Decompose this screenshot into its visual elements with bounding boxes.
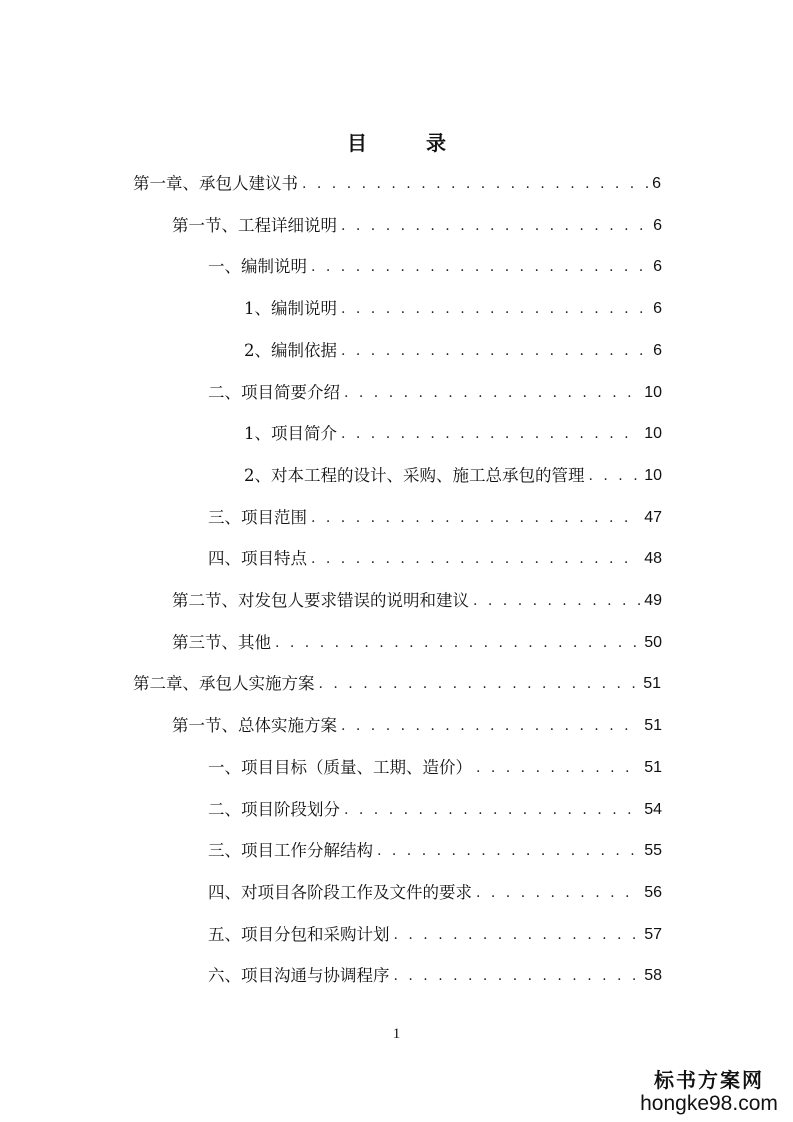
toc-entry-page: 6 <box>652 175 661 192</box>
toc-entry-label: 三、项目工作分解结构 <box>208 841 373 860</box>
toc-entry[interactable] <box>208 755 662 781</box>
toc-entry-label: 2、对本工程的设计、采购、施工总承包的管理 <box>244 466 585 485</box>
toc-entry[interactable] <box>244 338 662 364</box>
toc-dot-leader <box>341 213 649 239</box>
toc-entry[interactable] <box>172 213 662 239</box>
toc-dot-leader <box>275 630 640 656</box>
toc-dot-leader <box>311 505 640 531</box>
toc-entry-label: 二、项目阶段划分 <box>208 800 340 819</box>
toc-dot-leader <box>311 254 649 280</box>
toc-entry[interactable] <box>208 797 662 823</box>
toc-entry[interactable] <box>208 380 662 406</box>
toc-entry[interactable] <box>208 254 662 280</box>
toc-entry-page: 55 <box>644 842 662 859</box>
toc-dot-leader <box>394 963 641 989</box>
page-number: 1 <box>392 1026 401 1042</box>
toc-entry[interactable] <box>244 463 662 489</box>
toc-entry-label: 1、项目简介 <box>244 424 337 443</box>
toc-entry-label: 一、项目目标（质量、工期、造价） <box>208 758 472 777</box>
toc-entry[interactable] <box>133 171 661 197</box>
toc-entry-page: 57 <box>644 926 662 943</box>
toc-dot-leader <box>473 588 640 614</box>
toc-entry-label: 第一章、承包人建议书 <box>133 174 298 193</box>
toc-entry-page: 51 <box>644 717 662 734</box>
toc-entry-page: 50 <box>644 634 662 651</box>
toc-entry-label: 第二章、承包人实施方案 <box>133 674 315 693</box>
toc-entry-page: 47 <box>644 509 662 526</box>
toc-entry-page: 54 <box>644 801 662 818</box>
toc-entry-page: 58 <box>644 967 662 984</box>
toc-entry-label: 第一节、工程详细说明 <box>172 216 337 235</box>
toc-entry-page: 6 <box>653 258 662 275</box>
toc-entry[interactable] <box>208 922 662 948</box>
toc-dot-leader <box>341 296 649 322</box>
toc-dot-leader <box>311 546 640 572</box>
toc-dot-leader <box>377 838 640 864</box>
toc-entry-page: 56 <box>644 884 662 901</box>
toc-entry-label: 第二节、对发包人要求错误的说明和建议 <box>172 591 469 610</box>
toc-dot-leader <box>589 463 641 489</box>
toc-entry[interactable] <box>208 963 662 989</box>
toc-entry-label: 第一节、总体实施方案 <box>172 716 337 735</box>
toc-entry[interactable] <box>133 671 661 697</box>
toc-dot-leader <box>302 171 648 197</box>
watermark-text: 标书方案网 <box>654 1068 764 1092</box>
toc-entry-page: 6 <box>653 217 662 234</box>
toc-dot-leader <box>341 338 649 364</box>
toc-dot-leader <box>394 922 641 948</box>
toc-entry-page: 6 <box>653 300 662 317</box>
toc-dot-leader <box>341 713 640 739</box>
toc-entry[interactable] <box>172 588 662 614</box>
toc-entry[interactable] <box>208 838 662 864</box>
toc-entry[interactable] <box>208 546 662 572</box>
toc-dot-leader <box>344 380 640 406</box>
toc-entry-label: 三、项目范围 <box>208 508 307 527</box>
toc-entry-label: 四、项目特点 <box>208 549 307 568</box>
toc-entry[interactable] <box>208 880 662 906</box>
toc-dot-leader <box>476 880 640 906</box>
toc-entry[interactable] <box>172 713 662 739</box>
toc-dot-leader <box>341 421 640 447</box>
toc-entry-label: 1、编制说明 <box>244 299 337 318</box>
toc-entry-label: 四、对项目各阶段工作及文件的要求 <box>208 883 472 902</box>
watermark-url: hongke98.com <box>640 1092 778 1115</box>
toc-entry-page: 10 <box>644 467 662 484</box>
toc-dot-leader <box>476 755 640 781</box>
toc-entry-page: 6 <box>653 342 662 359</box>
toc-entry-label: 六、项目沟通与协调程序 <box>208 966 390 985</box>
toc-entry-label: 一、编制说明 <box>208 257 307 276</box>
toc-entry-page: 10 <box>644 425 662 442</box>
toc-entry-label: 2、编制依据 <box>244 341 337 360</box>
toc-title: 目 录 <box>347 131 472 155</box>
site-watermark <box>639 1068 779 1116</box>
toc-entry-page: 49 <box>644 592 662 609</box>
toc-entry[interactable] <box>244 421 662 447</box>
toc-entry-page: 48 <box>644 550 662 567</box>
toc-entry-page: 51 <box>644 759 662 776</box>
toc-entry[interactable] <box>208 505 662 531</box>
toc-dot-leader <box>319 671 640 697</box>
toc-entry[interactable] <box>172 630 662 656</box>
toc-entry-label: 二、项目简要介绍 <box>208 383 340 402</box>
toc-dot-leader <box>344 797 640 823</box>
toc-entry-label: 五、项目分包和采购计划 <box>208 925 390 944</box>
toc-entry-page: 51 <box>643 675 661 692</box>
toc-entry-label: 第三节、其他 <box>172 633 271 652</box>
toc-entry-page: 10 <box>644 384 662 401</box>
toc-entry[interactable] <box>244 296 662 322</box>
